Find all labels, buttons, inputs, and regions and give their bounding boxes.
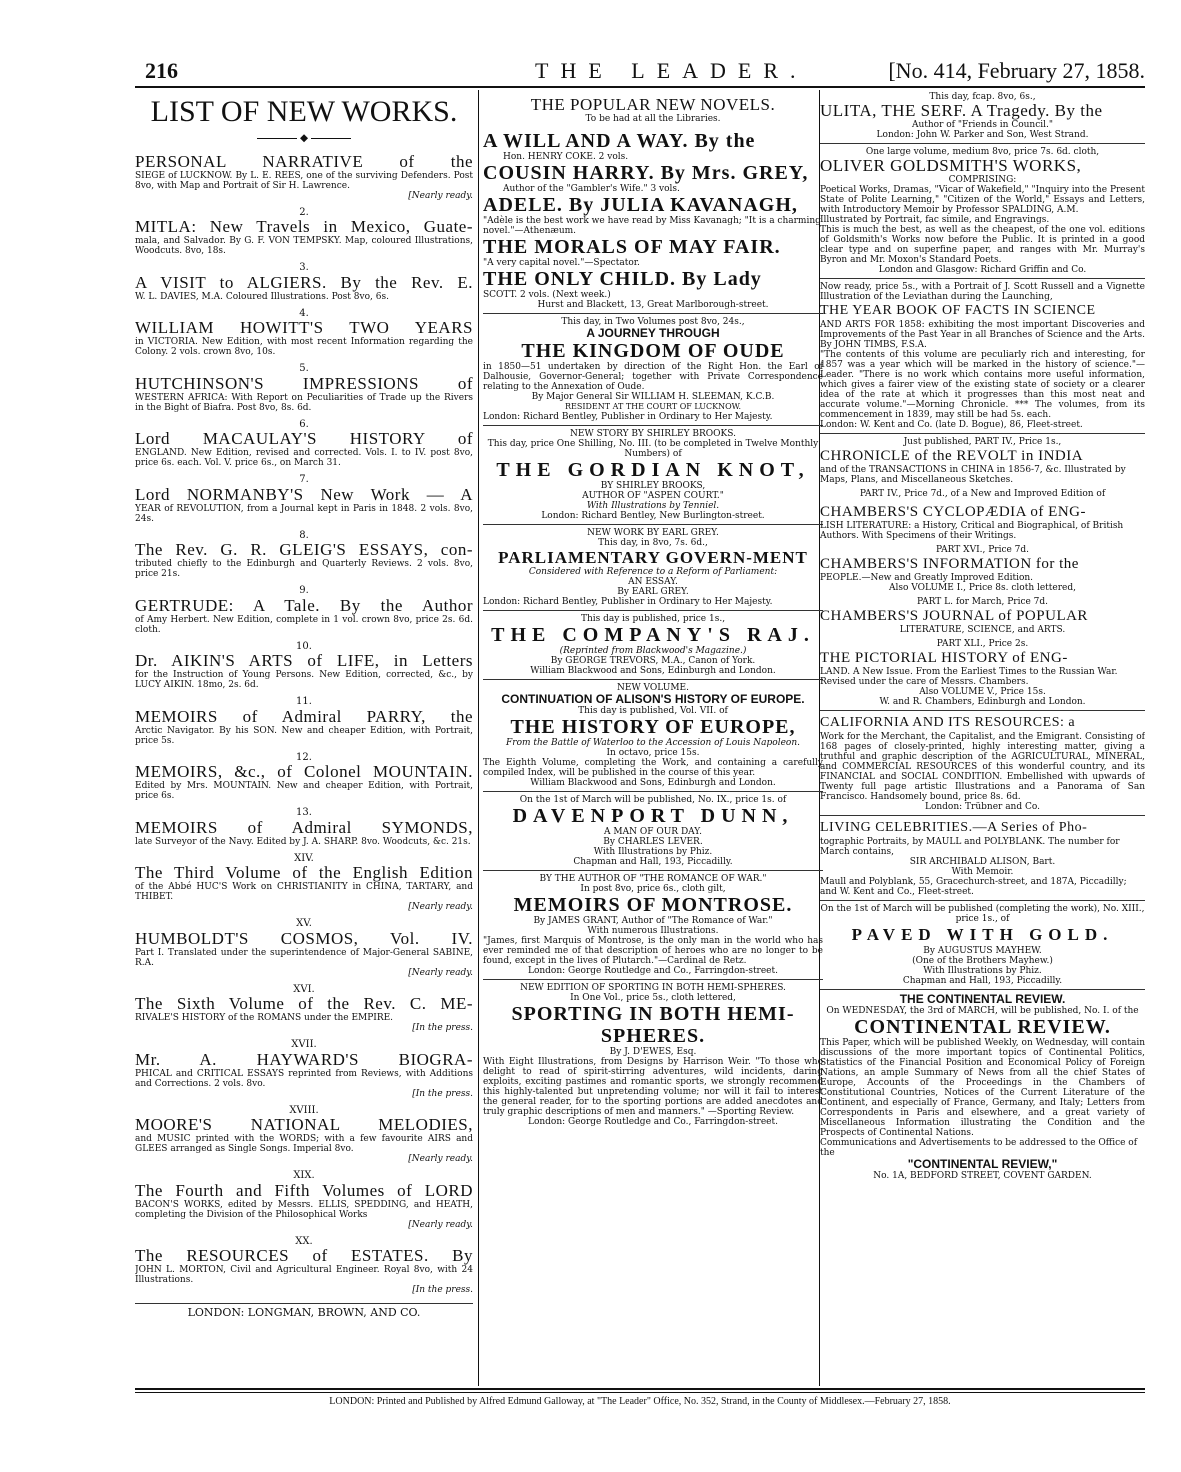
dunn-publisher: Chapman and Hall, 193, Piccadilly. bbox=[573, 857, 733, 867]
cousin-sub: Author of the "Gambler's Wife." 3 vols. bbox=[503, 184, 680, 194]
entry-number: 2. bbox=[299, 206, 309, 218]
entry-title: HUTCHINSON'S IMPRESSIONS of bbox=[135, 373, 473, 393]
entry-body: JOHN L. MORTON, Civil and Agricultural Engineer. Royal 8vo, with 24 Illustrations. bbox=[135, 1265, 473, 1285]
entry-title: PERSONAL NARRATIVE of the bbox=[135, 151, 473, 171]
celebrities-title: LIVING CELEBRITIES.—A Series of Pho- bbox=[820, 820, 1088, 835]
rule bbox=[820, 433, 1145, 434]
entry-title: The Fourth and Fifth Volumes of LORD bbox=[135, 1180, 473, 1200]
oude-title: THE KINGDOM OF OUDE bbox=[521, 340, 785, 362]
grey-essay: AN ESSAY. bbox=[628, 577, 678, 587]
column-novels bbox=[483, 96, 823, 1127]
gordian-by: BY SHIRLEY BROOKS, bbox=[600, 481, 706, 491]
entry-title: Mr. A. HAYWARD'S BIOGRA- bbox=[135, 1049, 473, 1069]
rule bbox=[483, 791, 823, 792]
entry-number: XVI. bbox=[293, 983, 315, 995]
book-entry bbox=[135, 585, 473, 635]
california-body: Work for the Merchant, the Capitalist, and the Emigrant. Consisting of 168 pages of closely-printed, highly interesting matter, giving a truthful and graphic description of the AGRICULTURAL, MINERAL, and COMMERCIAL RESOURCES of this wonderful country, and its FINANCIAL and SOCIAL CONDITION. Embellished with upwards of Twenty full page artistic Illustrations and a Panorama of San Francisco. Handsomely bound, price 8s. 6d. bbox=[820, 732, 1145, 802]
continental-body: This Paper, which will be published Weekly, on Wednesday, will contain discussions of the more important topics of Continental Politics, Statistics of the Financial Position and Economical Policy of Foreign Nations, an ample Summary of News from all the chief States of Europe, Accounts of the Proceedings in the Chambers of Constitutional Countries, Notices of the Current Literature of the Continent, and especially of France, Germany, and Italy; Letters from Correspondents in Paris and elsewhere, and a great variety of Miscellaneous Information illustrating the Condition and the Prospects of Continental Nations. bbox=[820, 1038, 1145, 1138]
chronicle-body: and of the TRANSACTIONS in CHINA in 1856-7, &c. Illustrated by Maps, Plans, and Miscellaneous Sketches. bbox=[820, 465, 1126, 485]
entry-body: YEAR of REVOLUTION, from a Journal kept in Paris in 1848. 2 vols. 8vo, 24s. bbox=[135, 503, 473, 524]
entry-number: 10. bbox=[296, 640, 312, 652]
information-title: CHAMBERS'S INFORMATION for the bbox=[820, 556, 1079, 572]
book-entry bbox=[135, 918, 473, 978]
book-entry bbox=[135, 530, 473, 580]
rule bbox=[820, 278, 1145, 279]
entry-number: XVII. bbox=[291, 1039, 317, 1050]
information-body: PEOPLE.—New and Greatly Improved Edition. bbox=[820, 573, 1034, 583]
entry-body: and MUSIC printed with the WORDS; with a few favourite AIRS and GLEES arranged as Single Songs. Imperial 8vo. bbox=[135, 1134, 473, 1154]
entry-number: 13. bbox=[296, 807, 312, 818]
yearbook-publisher: London: W. Kent and Co. (late D. Bogue), 86, Fleet-street. bbox=[820, 420, 1083, 430]
montrose-by: By JAMES GRANT, Author of "The Romance of War." bbox=[533, 916, 773, 926]
ulita-title: ULITA, THE SERF. A Tragedy. By the bbox=[820, 101, 1103, 120]
rule bbox=[483, 425, 823, 426]
alison-body: The Eighth Volume, completing the Work, and containing a carefully compiled Index, will be published in the course of this year. bbox=[483, 758, 823, 778]
cyclopaedia-title: CHAMBERS'S CYCLOPÆDIA of ENG- bbox=[820, 504, 1086, 520]
journal-body: LITERATURE, SCIENCE, and ARTS. bbox=[899, 625, 1066, 635]
montrose-publisher: London: George Routledge and Co., Farringdon-street. bbox=[527, 966, 778, 976]
grey-publisher: London: Richard Bentley, Publisher in Ordinary to Her Majesty. bbox=[483, 597, 773, 607]
book-entry bbox=[135, 807, 473, 847]
yearbook-intro: Now ready, price 5s., with a Portrait of J. Scott Russell and a Vignette Illustration of the Leviathan during the Launching, bbox=[820, 282, 1145, 302]
only-child-title: THE ONLY CHILD. By Lady bbox=[483, 268, 762, 290]
entry-title: MOORE'S NATIONAL MELODIES, bbox=[135, 1115, 473, 1134]
book-entry bbox=[135, 853, 473, 913]
yearbook-quote: "The contents of this volume are peculiarly rich and interesting, for 1857 was a year which will be marked in the history of science."—Leader. "There is no work which contains more useful information, which gives a fairer view of the existing state of society or a clearer idea of the rate at which it progresses than this most neat and accurate volume."—Morning Chronicle. *** The volumes, from its commencement in 1839, may still be had 5s. each. bbox=[820, 350, 1145, 420]
entry-title: A VISIT to ALGIERS. By the Rev. E. bbox=[135, 272, 473, 292]
entry-number: 12. bbox=[296, 751, 312, 763]
rule bbox=[820, 989, 1145, 990]
novels-heading: THE POPULAR NEW NOVELS. bbox=[530, 96, 776, 114]
publisher-footer: LONDON: LONGMAN, BROWN, AND CO. bbox=[187, 1306, 421, 1319]
entry-status: [Nearly ready. bbox=[408, 1219, 473, 1230]
rule bbox=[483, 524, 823, 525]
sporting-intro: NEW EDITION OF SPORTING IN BOTH HEMI-SPHERES. bbox=[520, 983, 786, 993]
book-entry bbox=[135, 474, 473, 524]
book-entry bbox=[135, 308, 473, 358]
entry-number: 9. bbox=[299, 585, 309, 596]
grey-intro: NEW WORK BY EARL GREY. bbox=[587, 528, 719, 538]
goldsmith-body2: This is much the best, as well as the cheapest, of the one vol. editions of Goldsmith's Works now before the Public. It is printed in a good clear type and on superfine paper, and ranges with Mr. Murray's Byron and Mr. Moxon's Standard Poets. bbox=[820, 225, 1145, 265]
ulita-publisher: London: John W. Parker and Son, West Strand. bbox=[876, 130, 1089, 140]
pictorial-body: LAND. A New Issue. From the Earliest Times to the Russian War. Revised under the care of Messrs. Chambers. bbox=[820, 667, 1118, 687]
entry-body: WESTERN AFRICA: With Report on Peculiarities of Trade up the Rivers in the Bight of Biafra. Post 8vo, 8s. 6d. bbox=[135, 392, 473, 413]
book-entry bbox=[135, 984, 473, 1034]
oude-author: By Major General Sir WILLIAM H. SLEEMAN, K.C.B. bbox=[531, 392, 775, 402]
entry-number: 4. bbox=[299, 307, 309, 319]
newspaper-title: THE LEADER. bbox=[535, 58, 808, 83]
entry-number: 5. bbox=[299, 363, 309, 374]
rule bbox=[483, 313, 823, 314]
entry-body: mala, and Salvador. By G. F. VON TEMPSKY. Map, coloured Illustrations, Woodcuts. 8vo, 18s. bbox=[135, 236, 473, 256]
grey-title: PARLIAMENTARY GOVERN-MENT bbox=[498, 548, 808, 567]
rule bbox=[483, 870, 823, 871]
book-entry bbox=[135, 419, 473, 469]
celebrities-memoir: With Memoir. bbox=[951, 867, 1014, 877]
california-title: CALIFORNIA AND ITS RESOURCES: a bbox=[820, 715, 1076, 730]
page-header bbox=[135, 58, 1145, 84]
footer-rule bbox=[135, 1303, 473, 1304]
raj-title: THE COMPANY'S RAJ. bbox=[491, 624, 815, 646]
pictorial-intro: PART XLI., Price 2s. bbox=[936, 639, 1029, 649]
issue-date: [No. 414, February 27, 1858. bbox=[888, 58, 1145, 83]
sporting-title: SPORTING IN BOTH HEMI-SPHERES. bbox=[511, 1003, 795, 1047]
dunn-sub: A MAN OF OUR DAY. bbox=[604, 827, 702, 837]
entry-body: Part I. Translated under the superintendence of Major-General SABINE, R.A. bbox=[135, 947, 473, 968]
entry-title: MEMOIRS, &c., of Colonel MOUNTAIN. bbox=[135, 762, 473, 781]
rule bbox=[820, 815, 1145, 816]
goldsmith-body: Poetical Works, Dramas, "Vicar of Wakefield," "Inquiry into the Present State of Polite Learning," "Citizen of the World," Essays and Letters, with Introductory Memoir by Professor SPALDING, A.M. bbox=[820, 185, 1145, 215]
entry-body: PHICAL and CRITICAL ESSAYS reprinted from Reviews, with Additions and Corrections. 2 vols. 8vo. bbox=[135, 1068, 473, 1089]
entry-title: The Sixth Volume of the Rev. C. ME- bbox=[135, 994, 473, 1013]
entry-title: MITLA: New Travels in Mexico, Guate- bbox=[135, 217, 473, 236]
entry-number: XIV. bbox=[294, 852, 314, 864]
alison-intro: NEW VOLUME. bbox=[617, 683, 689, 693]
gordian-ill: With Illustrations by Tenniel. bbox=[586, 501, 720, 511]
alison-price: In octavo, price 15s. bbox=[606, 748, 700, 758]
entry-title: The Third Volume of the English Edition bbox=[135, 863, 473, 882]
pictorial-title: THE PICTORIAL HISTORY of ENG- bbox=[820, 650, 1068, 666]
book-entry bbox=[135, 1170, 473, 1230]
book-entry bbox=[135, 752, 473, 802]
entry-status: [Nearly ready. bbox=[408, 190, 473, 201]
yearbook-body: AND ARTS FOR 1858: exhibiting the most important Discoveries and Improvements of the Past Year in all Branches of Science and the Arts. By JOHN TIMBS, F.S.A. bbox=[820, 320, 1145, 350]
paved-ill: With Illustrations by Phiz. bbox=[923, 966, 1042, 976]
entry-body: W. L. DAVIES, M.A. Coloured Illustrations. Post 8vo, 6s. bbox=[135, 291, 389, 302]
raj-intro: This day is published, price 1s., bbox=[580, 614, 726, 624]
paved-one: (One of the Brothers Mayhew.) bbox=[912, 956, 1053, 966]
alison-head: CONTINUATION OF ALISON'S HISTORY OF EUROPE. bbox=[501, 692, 805, 706]
title-ornament: ◆ bbox=[135, 133, 473, 145]
list-title: LIST OF NEW WORKS. bbox=[150, 96, 458, 128]
entry-status: [Nearly ready. bbox=[408, 1154, 473, 1164]
rule bbox=[483, 610, 823, 611]
entry-title: The Rev. G. R. GLEIG'S ESSAYS, con- bbox=[135, 540, 473, 559]
journal-title: CHAMBERS'S JOURNAL of POPULAR bbox=[820, 608, 1088, 624]
continental-intro: On WEDNESDAY, the 3rd of MARCH, will be published, No. I. of the bbox=[826, 1006, 1139, 1016]
rule bbox=[820, 900, 1145, 901]
entry-body: in VICTORIA. New Edition, with most recent Information regarding the Colony. 2 vols. crown 8vo, 10s. bbox=[135, 337, 473, 357]
entry-body: late Surveyor of the Navy. Edited by J. A. SHARP. 8vo. Woodcuts, &c. 21s. bbox=[135, 836, 471, 847]
grey-by: By EARL GREY. bbox=[617, 587, 689, 597]
entry-body: of Amy Herbert. New Edition, complete in 1 vol. crown 8vo, price 2s. 6d. cloth. bbox=[135, 614, 473, 635]
only-child-sub: SCOTT. 2 vols. (Next week.) bbox=[483, 290, 611, 300]
book-entry bbox=[135, 262, 473, 302]
continental-address: No. 1A, BEDFORD STREET, COVENT GARDEN. bbox=[873, 1171, 1092, 1181]
raj-by: By GEORGE TREVORS, M.A., Canon of York. bbox=[550, 656, 756, 666]
dunn-intro: On the 1st of March will be published, No. IX., price 1s. of bbox=[519, 795, 787, 805]
oude-kicker: A JOURNEY THROUGH bbox=[586, 326, 720, 340]
gordian-publisher: London: Richard Bentley, New Burlington-street. bbox=[541, 511, 765, 521]
goldsmith-title: OLIVER GOLDSMITH'S WORKS, bbox=[820, 156, 1082, 175]
sporting-price: In One Vol., price 5s., cloth lettered, bbox=[570, 993, 736, 1003]
entry-body: for the Instruction of Young Persons. New Edition, corrected, &c., by LUCY AIKIN. 18mo, 2s. 6d. bbox=[135, 670, 473, 690]
entry-number: 6. bbox=[299, 418, 309, 430]
will-sub: Hon. HENRY COKE. 2 vols. bbox=[503, 152, 629, 162]
grey-price: This day, in 8vo, 7s. 6d., bbox=[598, 538, 708, 548]
book-entry bbox=[135, 207, 473, 257]
grey-sub: Considered with Reference to a Reform of Parliament: bbox=[528, 567, 778, 577]
cyclopaedia-intro: PART IV., Price 7d., of a New and Improved Edition of bbox=[859, 489, 1106, 499]
sporting-publisher: London: George Routledge and Co., Farringdon-street. bbox=[527, 1117, 778, 1127]
rule bbox=[820, 143, 1145, 144]
footer-rule-top bbox=[135, 1388, 1145, 1390]
entry-body: of the Abbé HUC'S Work on CHRISTIANITY in CHINA, TARTARY, and THIBET. bbox=[135, 882, 473, 902]
oude-body: in 1850—51 undertaken by direction of the Right Hon. the Earl of Dalhousie, Governor-General; together with Private Correspondence relating to the Annexation of Oude. bbox=[483, 362, 823, 392]
column-divider-1 bbox=[478, 90, 479, 1386]
dunn-ill: With Illustrations by Phiz. bbox=[593, 847, 713, 857]
column-longman bbox=[135, 96, 473, 1319]
adele-sub: "Adèle is the best work we have read by Miss Kavanagh; "It is a charming novel."—Athenæum. bbox=[483, 216, 821, 236]
celebrities-publisher: Maull and Polyblank, 55, Gracechurch-street, and 187A, Piccadilly; and W. Kent and Co., Fleet-street. bbox=[820, 877, 1127, 897]
book-entry bbox=[135, 1236, 473, 1296]
gordian-author: AUTHOR OF "ASPEN COURT." bbox=[582, 491, 724, 501]
book-entry bbox=[135, 363, 473, 413]
entry-body: Edited by Mrs. MOUNTAIN. New and cheaper Edition, with Portrait, price 6s. bbox=[135, 781, 473, 801]
entry-number: 3. bbox=[299, 262, 309, 273]
entry-number: XVIII. bbox=[289, 1104, 319, 1116]
oude-intro: This day, in Two Volumes post 8vo, 24s., bbox=[561, 317, 745, 327]
book-entry bbox=[135, 1105, 473, 1165]
chronicle-title: CHRONICLE of the REVOLT in INDIA bbox=[820, 448, 1084, 464]
entry-status: [In the press. bbox=[412, 1023, 473, 1033]
gordian-title: THE GORDIAN KNOT, bbox=[496, 459, 810, 481]
footer-rule-bottom bbox=[135, 1392, 1145, 1393]
information-intro: PART XVI., Price 7d. bbox=[935, 545, 1030, 555]
book-entry bbox=[135, 641, 473, 691]
journal-intro: PART L. for March, Price 7d. bbox=[916, 597, 1049, 607]
rule bbox=[820, 710, 1145, 711]
oude-resident: RESIDENT AT THE COURT OF LUCKNOW. bbox=[564, 402, 742, 411]
header-rule bbox=[135, 86, 1145, 88]
entry-number: XX. bbox=[295, 1235, 313, 1247]
oude-publisher: London: Richard Bentley, Publisher in Ordinary to Her Majesty. bbox=[483, 412, 773, 422]
entry-status: [In the press. bbox=[412, 1285, 473, 1295]
hurst-publisher: Hurst and Blackett, 13, Great Marlborough-street. bbox=[537, 300, 769, 310]
raj-reprint: (Reprinted from Blackwood's Magazine.) bbox=[559, 646, 747, 656]
entry-status: [In the press. bbox=[412, 1088, 473, 1099]
goldsmith-intro: One large volume, medium 8vo, price 7s. 6d. cloth, bbox=[865, 147, 1100, 157]
entry-body: ENGLAND. New Edition, revised and corrected. Vols. I. to IV. post 8vo, price 6s. each. Vol. V. price 6s., on March 31. bbox=[135, 448, 473, 468]
continental-comm: Communications and Advertisements to be addressed to the Office of the bbox=[820, 1138, 1138, 1158]
cyclopaedia-body: LISH LITERATURE: a History, Critical and Biographical, of British Authors. With Specimens of their Writings. bbox=[820, 521, 1124, 541]
continental-title: CONTINENTAL REVIEW. bbox=[854, 1016, 1111, 1038]
pictorial-also: Also VOLUME V., Price 15s. bbox=[919, 687, 1046, 697]
entry-title: GERTRUDE: A Tale. By the Author bbox=[135, 595, 473, 615]
entry-title: MEMOIRS of Admiral SYMONDS, bbox=[135, 817, 473, 837]
entry-number: 11. bbox=[296, 696, 312, 707]
alison-title: THE HISTORY OF EUROPE, bbox=[510, 716, 796, 738]
entry-title: Lord NORMANBY'S New Work — A bbox=[135, 484, 473, 504]
book-list bbox=[135, 153, 473, 1296]
entry-number: 7. bbox=[299, 474, 309, 485]
raj-publisher: William Blackwood and Sons, Edinburgh and London. bbox=[530, 666, 776, 676]
entry-number: XV. bbox=[296, 918, 312, 929]
montrose-ill: With numerous Illustrations. bbox=[587, 926, 719, 936]
rule bbox=[483, 979, 823, 980]
chronicle-intro: Just published, PART IV., Price 1s., bbox=[903, 437, 1062, 447]
morals-sub: "A very capital novel."—Spectator. bbox=[483, 258, 640, 268]
adele-title: ADELE. By JULIA KAVANAGH, bbox=[483, 194, 798, 216]
entry-body: SIEGE of LUCKNOW. By L. E. REES, one of the surviving Defenders. Post 8vo, with Map and Portrait of Sir H. Lawrence. bbox=[135, 170, 473, 191]
ulita-intro: This day, fcap. 8vo, 6s., bbox=[929, 92, 1036, 102]
montrose-intro: BY THE AUTHOR OF "THE ROMANCE OF WAR." bbox=[539, 874, 767, 884]
entry-number: 8. bbox=[299, 529, 309, 541]
sporting-by: By J. D'EWES, Esq. bbox=[609, 1047, 697, 1057]
dunn-title: DAVENPORT DUNN, bbox=[512, 805, 794, 827]
entry-title: The RESOURCES of ESTATES. By bbox=[135, 1246, 473, 1265]
morals-title: THE MORALS OF MAY FAIR. bbox=[483, 236, 781, 258]
page-number: 216 bbox=[145, 58, 178, 83]
cousin-title: COUSIN HARRY. By Mrs. GREY, bbox=[483, 162, 809, 184]
montrose-quote: "James, first Marquis of Montrose, is the only man in the world who has ever reminded me of that description of heroes who are no longer to be found, except in the lives of Plutarch."—Cardinal de Retz. bbox=[483, 936, 823, 966]
paved-title: PAVED WITH GOLD. bbox=[851, 925, 1114, 944]
alison-sub: From the Battle of Waterloo to the Accession of Louis Napoleon. bbox=[506, 738, 800, 748]
gordian-intro: NEW STORY BY SHIRLEY BROOKS. bbox=[570, 429, 736, 439]
montrose-title: MEMOIRS OF MONTROSE. bbox=[513, 894, 793, 916]
rule bbox=[483, 679, 823, 680]
goldsmith-publisher: London and Glasgow: Richard Griffin and Co. bbox=[878, 265, 1087, 275]
book-entry bbox=[135, 1039, 473, 1099]
celebrities-body: tographic Portraits, by MAULL and POLYBLANK. The number for March contains, bbox=[820, 837, 1120, 857]
goldsmith-ill: Illustrated by Portrait, fac simile, and Engravings. bbox=[820, 215, 1050, 225]
continental-office: "CONTINENTAL REVIEW," bbox=[907, 1157, 1058, 1171]
alison-publisher: William Blackwood and Sons, Edinburgh and London. bbox=[530, 778, 776, 788]
entry-body: Arctic Navigator. By his SON. New and cheaper Edition, with Portrait, price 5s. bbox=[135, 725, 473, 746]
paved-by: By AUGUSTUS MAYHEW. bbox=[923, 946, 1042, 956]
dunn-by: By CHARLES LEVER. bbox=[603, 837, 703, 847]
imprint-footer: LONDON: Printed and Published by Alfred Edmund Galloway, at "The Leader" Office, No. 352, Strand, in the County of Middlesex.—February 27, 1858. bbox=[329, 1396, 951, 1407]
entry-title: HUMBOLDT'S COSMOS, Vol. IV. bbox=[135, 928, 473, 948]
column-misc bbox=[820, 92, 1145, 1181]
entry-title: Lord MACAULAY'S HISTORY of bbox=[135, 429, 473, 448]
entry-body: RIVALE'S HISTORY of the ROMANS under the EMPIRE. bbox=[135, 1013, 394, 1023]
continental-head: THE CONTINENTAL REVIEW. bbox=[899, 992, 1066, 1006]
yearbook-title: THE YEAR BOOK OF FACTS IN SCIENCE bbox=[820, 303, 1096, 318]
gordian-detail: This day, price One Shilling, No. III. (to be completed in Twelve Monthly Numbers) of bbox=[487, 439, 819, 459]
montrose-price: In post 8vo, price 6s., cloth gilt, bbox=[580, 884, 726, 894]
entry-number: XIX. bbox=[293, 1170, 315, 1181]
paved-intro: On the 1st of March will be published (completing the work), No. XIII., price 1s., of bbox=[820, 904, 1145, 924]
entry-title: MEMOIRS of Admiral PARRY, the bbox=[135, 706, 473, 726]
pictorial-publisher: W. and R. Chambers, Edinburgh and London. bbox=[879, 697, 1086, 707]
entry-title: WILLIAM HOWITT'S TWO YEARS bbox=[135, 318, 473, 337]
california-publisher: London: Trübner and Co. bbox=[924, 802, 1040, 812]
paved-publisher: Chapman and Hall, 193, Piccadilly. bbox=[902, 976, 1063, 986]
entry-body: BACON'S WORKS, edited by Messrs. ELLIS, SPEDDING, and HEATH, completing the Division of the Philosophical Works bbox=[135, 1199, 473, 1220]
entry-status: [Nearly ready. bbox=[408, 967, 473, 978]
book-entry bbox=[135, 153, 473, 201]
alison-detail: This day is published, Vol. VII. of bbox=[578, 706, 728, 716]
novels-sub: To be had at all the Libraries. bbox=[585, 114, 721, 124]
entry-status: [Nearly ready. bbox=[408, 902, 473, 912]
goldsmith-comprising: COMPRISING: bbox=[948, 175, 1017, 185]
ulita-sub: Author of "Friends in Council." bbox=[911, 120, 1054, 130]
will-title: A WILL AND A WAY. By the bbox=[483, 130, 756, 152]
sporting-body: With Eight Illustrations, from Designs by Harrison Weir. "To those who delight to read of spirit-stirring adventures, wild incidents, daring exploits, exciting pastimes and romantic sports, we strongly recommend this highly-talented but unpretending volume; nor will it fail to interest the general reader, for to the sporting portions are added anecdotes and truly graphic descriptions of men and manners." —Sporting Review. bbox=[483, 1057, 823, 1117]
entry-title: Dr. AIKIN'S ARTS of LIFE, in Letters bbox=[135, 651, 473, 670]
entry-body: tributed chiefly to the Edinburgh and Quarterly Reviews. 2 vols. 8vo, price 21s. bbox=[135, 559, 473, 579]
information-also: Also VOLUME I., Price 8s. cloth lettered, bbox=[888, 583, 1076, 593]
book-entry bbox=[135, 696, 473, 746]
celebrities-name: SIR ARCHIBALD ALISON, Bart. bbox=[909, 857, 1056, 867]
